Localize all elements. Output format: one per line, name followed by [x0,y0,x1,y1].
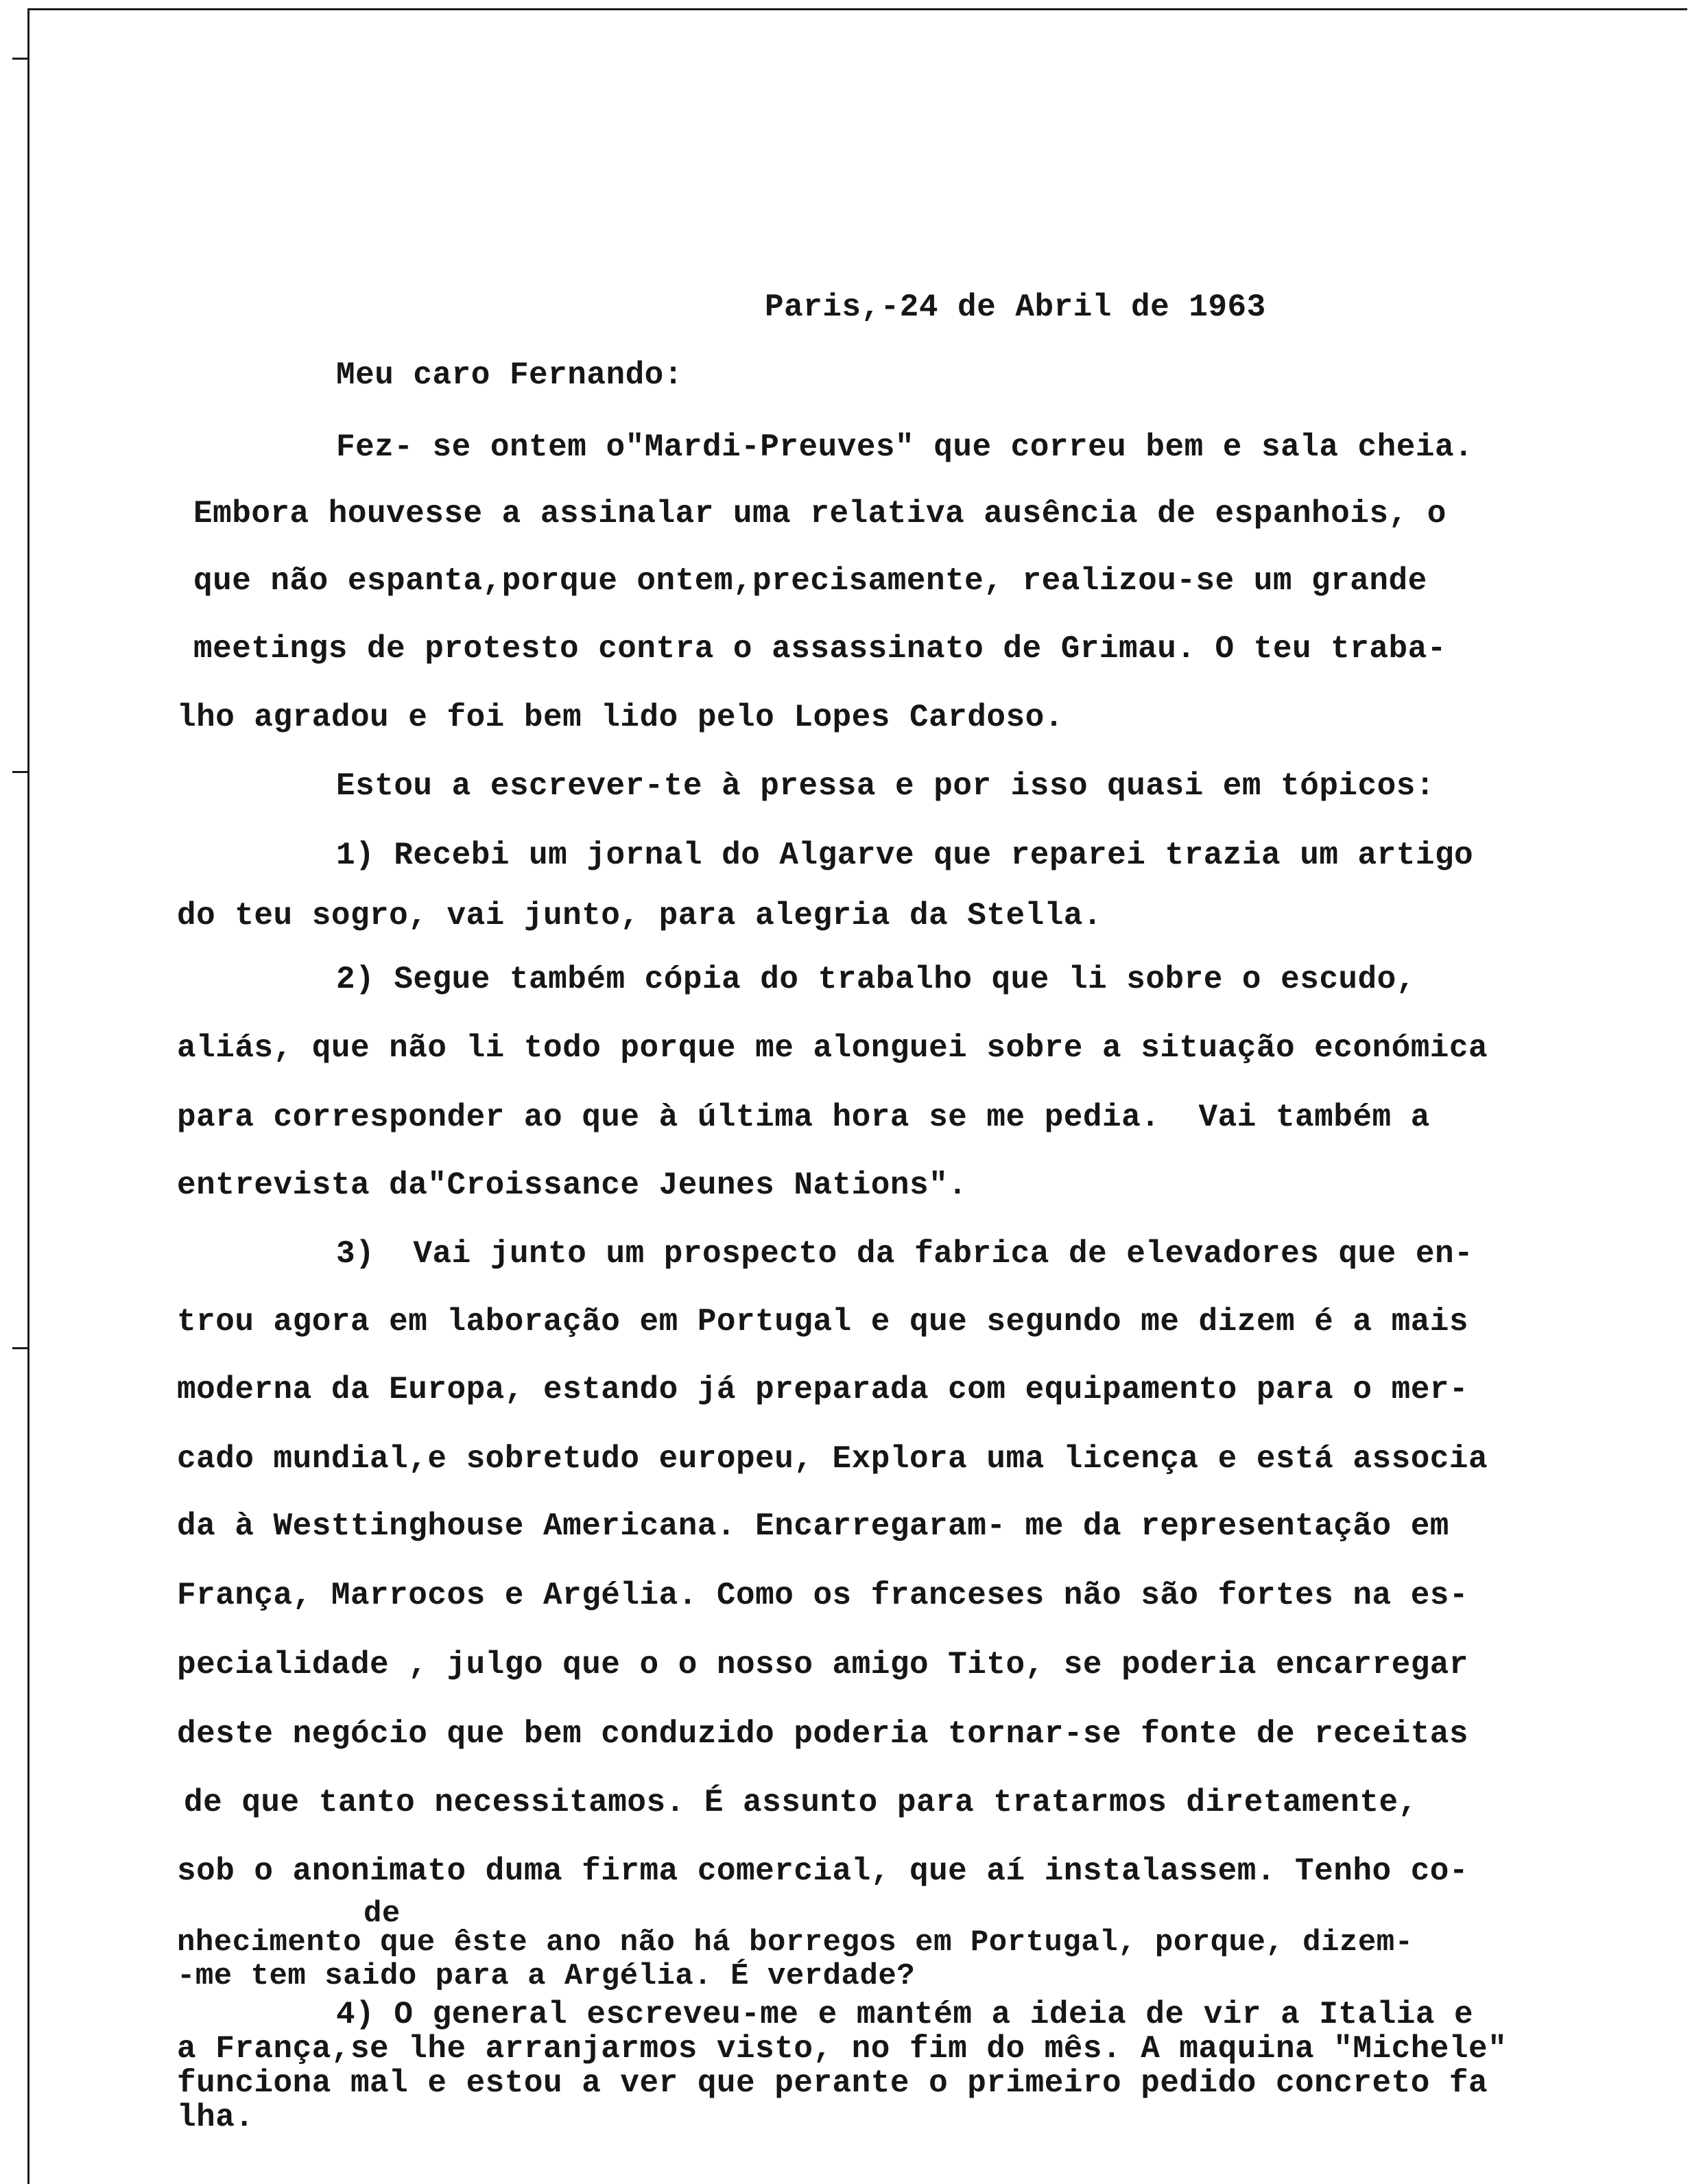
letter-line: lha. [177,2100,254,2135]
letter-line: da à Westtinghouse Americana. Encarregaram- me da representação em [177,1508,1449,1544]
page-top-edge [27,8,1687,10]
letter-line: de que tanto necessitamos. É assunto para tratarmos diretamente, [184,1785,1418,1820]
letter-line: nhecimento que êste ano não há borregos em Portugal, porque, dizem- [177,1925,1414,1960]
letter-line: entrevista da"Croissance Jeunes Nations". [177,1167,968,1203]
letter-line: a França,se lhe arranjarmos visto, no fim do mês. A maquina "Michele" [177,2031,1508,2067]
letter-line: meetings de protesto contra o assassinato de Grimau. O teu traba- [193,631,1447,667]
letter-line: 1) Recebi um jornal do Algarve que reparei trazia um artigo [336,838,1474,873]
letter-date: Paris,-24 de Abril de 1963 [765,289,1266,325]
letter-line: deste negócio que bem conduzido poderia tornar-se fonte de receitas [177,1716,1469,1752]
letter-line: lho agradou e foi bem lido pelo Lopes Cardoso. [177,700,1064,735]
letter-line: Estou a escrever-te à pressa e por isso quasi em tópicos: [336,768,1435,804]
page-left-edge [27,8,29,2184]
margin-tick [12,58,29,60]
letter-line: Fez- se ontem o"Mardi-Preuves" que correu bem e sala cheia. [336,429,1474,465]
letter-line: aliás, que não li todo porque me alonguei sobre a situação económica [177,1030,1488,1066]
letter-line: para corresponder ao que à última hora se me pedia. Vai também a [177,1100,1430,1135]
letter-line: cado mundial,e sobretudo europeu, Explora uma licença e está associa [177,1441,1488,1477]
letter-line: -me tem saido para a Argélia. É verdade? [177,1959,916,1993]
margin-tick [12,771,29,773]
letter-line: 4) O general escreveu-me e mantém a ideia de vir a Italia e [336,1997,1474,2032]
letter-line: 2) Segue também cópia do trabalho que li sobre o escudo, [336,962,1416,997]
letter-line: moderna da Europa, estando já preparada com equipamento para o mer- [177,1372,1469,1408]
letter-line: do teu sogro, vai junto, para alegria da Stella. [177,898,1103,934]
letter-line: funciona mal e estou a ver que perante o primeiro pedido concreto fa [177,2065,1488,2101]
letter-line: que não espanta,porque ontem,precisamente, realizou-se um grande [193,563,1427,599]
letter-line: sob o anonimato duma firma comercial, que aí instalassem. Tenho co- [177,1853,1469,1889]
letter-line: trou agora em laboração em Portugal e que segundo me dizem é a mais [177,1304,1469,1340]
letter-line: pecialidade , julgo que o o nosso amigo Tito, se poderia encarregar [177,1647,1469,1683]
letter-line: Embora houvesse a assinalar uma relativa ausência de espanhois, o [193,496,1447,532]
letter-line: 3) Vai junto um prospecto da fabrica de elevadores que en- [336,1236,1474,1272]
margin-tick [12,1347,29,1349]
letter-line: França, Marrocos e Argélia. Como os franceses não são fortes na es- [177,1578,1469,1613]
letter-salutation: Meu caro Fernando: [336,357,683,393]
letter-interlinear-insert: de [364,1897,401,1931]
